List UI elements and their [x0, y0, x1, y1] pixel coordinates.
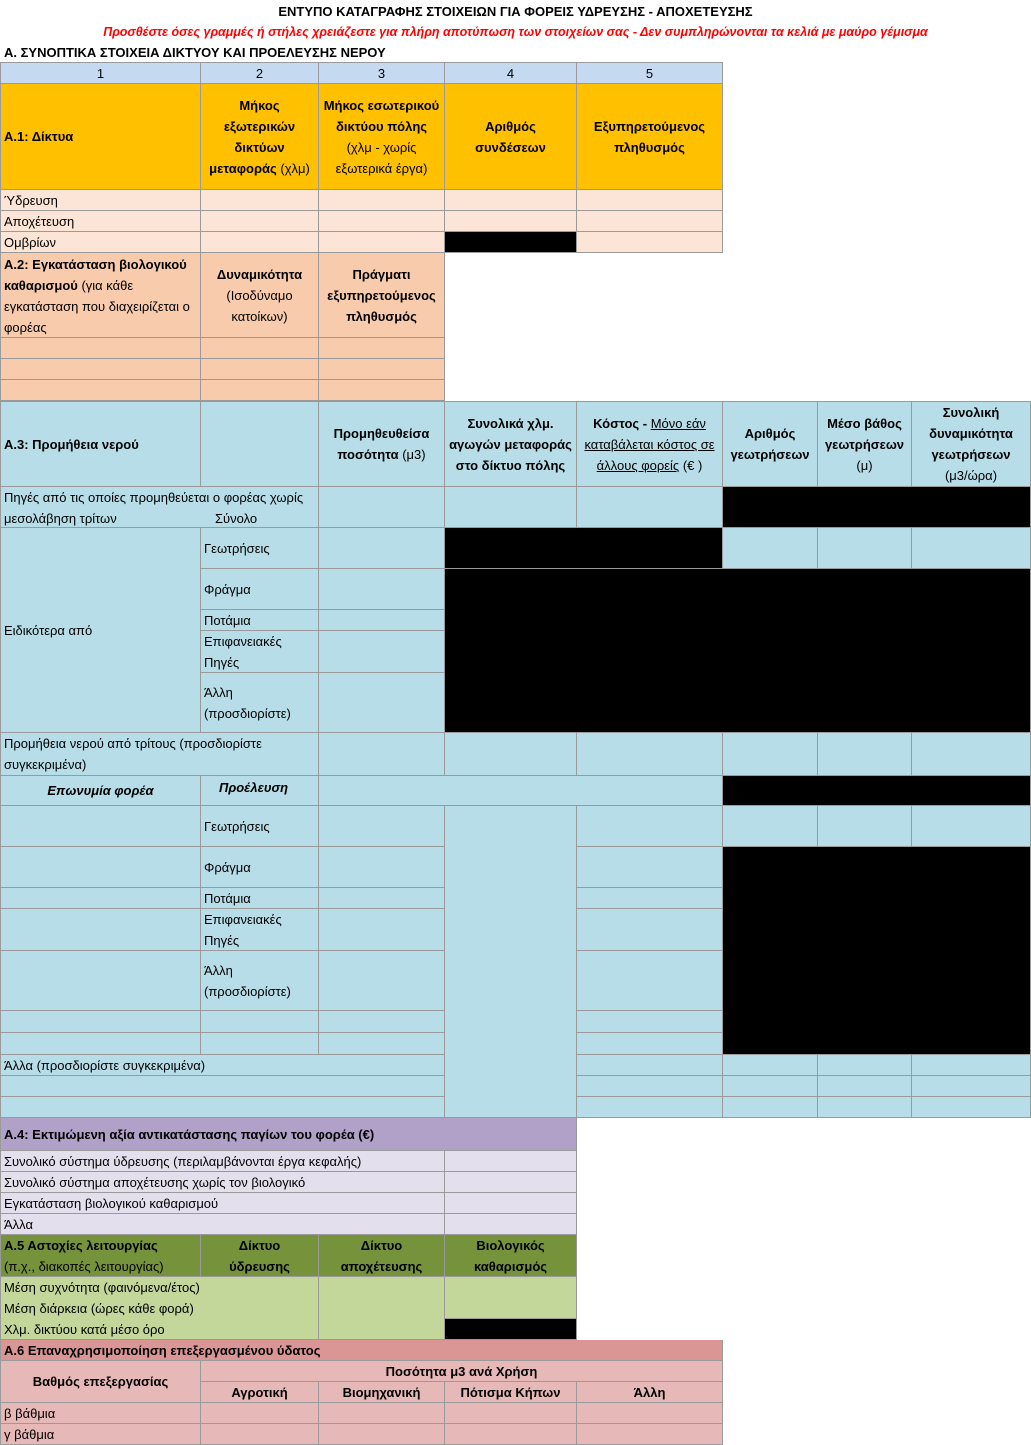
- a4-label: Α.4: Εκτιμώμενη αξία αντικατάστασης παγίων του φορέα (€): [0, 1118, 577, 1151]
- a1-col2-header: [201, 84, 319, 190]
- a3-input-cell[interactable]: [201, 1033, 319, 1055]
- a2-input-cell[interactable]: [0, 338, 201, 359]
- a4-row-label: Συνολικό σύστημα ύδρευσης (περιλαμβάνονται έργα κεφαλής): [0, 1151, 445, 1172]
- a3-input-cell[interactable]: [818, 528, 912, 569]
- a6-use-header: Βιομηχανική: [319, 1382, 445, 1403]
- a2-label-note: (για κάθε εγκατάσταση που διαχειρίζεται ο φορέας: [4, 278, 190, 335]
- a6-degree-header: Βαθμός επεξεργασίας: [0, 1361, 201, 1403]
- a2-input-cell[interactable]: [319, 338, 445, 359]
- a3-total-label: Σύνολο: [215, 511, 258, 526]
- black-filled-cell: [445, 569, 1031, 733]
- a3-col5-unit: (€ ): [679, 457, 703, 473]
- column-number-4: 4: [445, 62, 577, 84]
- a3-input-cell[interactable]: [577, 1033, 723, 1055]
- a3-input-cell[interactable]: [912, 528, 1031, 569]
- a3-input-cell[interactable]: [723, 733, 818, 776]
- a6-use-header: Άλλη: [577, 1382, 723, 1403]
- a3-input-cell[interactable]: [577, 909, 723, 951]
- a2-input-cell[interactable]: [0, 380, 201, 401]
- black-filled-cell: [445, 232, 577, 253]
- a1-row-label: Αποχέτευση: [0, 211, 201, 232]
- a3-input-cell[interactable]: [0, 888, 201, 909]
- a6-input-cell[interactable]: [445, 1403, 577, 1424]
- a5-col2-header: Δίκτυο ύδρευσης: [201, 1235, 319, 1277]
- instructions-note: Προσθέστε όσες γραμμές ή στήλες χρειάζεστε για πλήρη αποτύπωση των στοιχείων σας - Δεν συμπληρώνονται τα κελιά με μαύρο γέμισμα: [103, 25, 928, 39]
- a3-col8-unit: (μ3/ώρα): [944, 468, 998, 483]
- a3-input-cell[interactable]: [818, 1055, 912, 1076]
- a4-input-cell[interactable]: [445, 1172, 577, 1193]
- a4-input-cell[interactable]: [445, 1151, 577, 1172]
- a1-col3-unit: (χλμ - χωρίς εξωτερικά έργα): [335, 139, 428, 176]
- a3-input-cell[interactable]: [577, 1097, 723, 1118]
- a6-row-label: γ βάθμια: [0, 1424, 201, 1445]
- a3-input-cell[interactable]: [445, 733, 577, 776]
- form-title: ΕΝΤΥΠΟ ΚΑΤΑΓΡΑΦΗΣ ΣΤΟΙΧΕΙΩΝ ΓΙΑ ΦΟΡΕΙΣ ΥΔΡΕΥΣΗΣ - ΑΠΟΧΕΤΕΥΣΗΣ: [278, 4, 753, 19]
- black-filled-cell: [445, 1319, 577, 1340]
- a3-empty-header: [201, 401, 319, 487]
- column-number-3: 3: [319, 62, 445, 84]
- a2-col2-unit: (Ισοδύναμο κατοίκων): [226, 287, 293, 324]
- column-number-1: 1: [0, 62, 201, 84]
- a3-origin-header: Προέλευση: [201, 776, 319, 806]
- a3-source-label: Ποτάμια: [201, 610, 319, 631]
- a1-input-cell[interactable]: [319, 232, 445, 253]
- a3-input-cell[interactable]: [445, 487, 577, 528]
- a3-input-cell[interactable]: [723, 1055, 818, 1076]
- a3-col7-unit: (μ): [856, 457, 873, 473]
- a3-input-cell[interactable]: [319, 733, 445, 776]
- a3-other-label: Άλλα (προσδιορίστε συγκεκριμένα): [0, 1055, 445, 1076]
- a3-input-cell[interactable]: [319, 673, 445, 733]
- a3-input-cell[interactable]: [319, 610, 445, 631]
- a5-input-cell[interactable]: [445, 1277, 577, 1319]
- a3-col5-condition: Μόνο εάν καταβάλεται κόστος σε άλλους φορείς: [584, 415, 715, 473]
- a6-input-cell[interactable]: [319, 1403, 445, 1424]
- a3-merged-km-cell[interactable]: [445, 806, 577, 1118]
- a5-label-title: Α.5 Αστοχίες λειτουργίας: [4, 1238, 158, 1253]
- a1-col5-header: Εξυπηρετούμενος πληθυσμός: [577, 84, 723, 190]
- a1-input-cell[interactable]: [319, 211, 445, 232]
- a3-input-cell[interactable]: [577, 487, 723, 528]
- a3-input-cell[interactable]: [912, 1076, 1031, 1097]
- a2-label: [0, 253, 201, 338]
- a6-input-cell[interactable]: [201, 1403, 319, 1424]
- a3-input-cell[interactable]: [319, 909, 445, 951]
- a5-col4-header: Βιολογικός καθαρισμός: [445, 1235, 577, 1277]
- a3-col5-title: Κόστος -: [593, 415, 651, 431]
- a3-input-cell[interactable]: [319, 1033, 445, 1055]
- a6-label: Α.6 Επαναχρησιμοποίηση επεξεργασμένου ύδατος: [0, 1340, 723, 1361]
- black-filled-cell: [723, 847, 1031, 1055]
- black-filled-cell: [723, 776, 1031, 806]
- a4-row-label: Εγκατάσταση βιολογικού καθαρισμού: [0, 1193, 445, 1214]
- a3-input-cell[interactable]: [723, 1097, 818, 1118]
- a6-input-cell[interactable]: [577, 1424, 723, 1445]
- a6-input-cell[interactable]: [201, 1424, 319, 1445]
- a3-input-cell[interactable]: [0, 847, 201, 888]
- a3-own-sources-label: Πηγές από τις οποίες προμηθεύεται ο φορέας χωρίς μεσολάβηση τρίτων: [4, 490, 304, 526]
- a3-source-label: Φράγμα: [201, 569, 319, 610]
- a3-input-cell[interactable]: [319, 888, 445, 909]
- a1-col3-title: Μήκος εσωτερικού δικτύου πόλης: [323, 97, 440, 134]
- column-number-2: 2: [201, 62, 319, 84]
- a1-input-cell[interactable]: [577, 232, 723, 253]
- a3-source-label: Ποτάμια: [201, 888, 319, 909]
- a3-input-cell[interactable]: [912, 1055, 1031, 1076]
- a6-input-cell[interactable]: [577, 1403, 723, 1424]
- a1-col2-unit: (χλμ): [276, 160, 310, 176]
- a3-input-cell[interactable]: [577, 847, 723, 888]
- a4-row-label: Συνολικό σύστημα αποχέτευσης χωρίς τον βιολογικό: [0, 1172, 445, 1193]
- a5-col3-header: Δίκτυο αποχέτευσης: [319, 1235, 445, 1277]
- a2-input-cell[interactable]: [0, 359, 201, 380]
- a3-source-label: Επιφανειακές Πηγές: [201, 909, 319, 951]
- a3-input-cell[interactable]: [319, 631, 445, 673]
- a2-input-cell[interactable]: [319, 380, 445, 401]
- a3-input-cell[interactable]: [319, 776, 723, 806]
- a3-source-label: Γεωτρήσεις: [201, 806, 319, 847]
- a3-input-cell[interactable]: [319, 528, 445, 569]
- a3-input-cell[interactable]: [577, 888, 723, 909]
- a3-specifically-label: Ειδικότερα από: [0, 528, 201, 733]
- a1-input-cell[interactable]: [319, 190, 445, 211]
- a3-input-cell[interactable]: [818, 1076, 912, 1097]
- a3-input-cell[interactable]: [319, 847, 445, 888]
- a3-input-cell[interactable]: [319, 806, 445, 847]
- a3-input-cell[interactable]: [577, 806, 723, 847]
- a5-row-label: Χλμ. δικτύου κατά μέσο όρο: [0, 1319, 319, 1340]
- a3-col4-header: Συνολικά χλμ. αγωγών μεταφοράς στο δίκτυο πόλης: [445, 401, 577, 487]
- a3-input-cell[interactable]: [0, 1011, 201, 1033]
- a1-input-cell[interactable]: [201, 232, 319, 253]
- black-filled-cell: [445, 528, 723, 569]
- a3-input-cell[interactable]: [818, 806, 912, 847]
- a3-input-cell[interactable]: [319, 951, 445, 1011]
- a3-source-label: Επιφανειακές Πηγές: [201, 631, 319, 673]
- a1-col4-header: Αριθμός συνδέσεων: [445, 84, 577, 190]
- a3-own-sources-row: [0, 487, 319, 528]
- a6-quantity-header: Ποσότητα μ3 ανά Χρήση: [201, 1361, 723, 1382]
- a4-input-cell[interactable]: [445, 1193, 577, 1214]
- black-filled-cell: [723, 487, 1031, 528]
- a2-col2-header: [201, 253, 319, 338]
- a4-input-cell[interactable]: [445, 1214, 577, 1235]
- a3-input-cell[interactable]: [912, 806, 1031, 847]
- a3-input-cell[interactable]: [577, 951, 723, 1011]
- a3-source-label: Φράγμα: [201, 847, 319, 888]
- a3-third-party-label: Προμήθεια νερού από τρίτους (προσδιορίστε συγκεκριμένα): [0, 733, 319, 776]
- a1-input-cell[interactable]: [577, 190, 723, 211]
- a5-label: [0, 1235, 201, 1277]
- a3-input-cell[interactable]: [723, 528, 818, 569]
- a2-input-cell[interactable]: [201, 338, 319, 359]
- a6-use-header: Πότισμα Κήπων: [445, 1382, 577, 1403]
- a3-input-cell[interactable]: [319, 1011, 445, 1033]
- a6-row-label: β βάθμια: [0, 1403, 201, 1424]
- a6-input-cell[interactable]: [445, 1424, 577, 1445]
- a3-input-cell[interactable]: [0, 806, 201, 847]
- a6-input-cell[interactable]: [319, 1424, 445, 1445]
- a3-col5-header: [577, 401, 723, 487]
- a3-col8-title: Συνολική δυναμικότητα γεωτρήσεων: [929, 405, 1013, 462]
- a1-col3-header: [319, 84, 445, 190]
- a3-input-cell[interactable]: [0, 909, 201, 951]
- a2-input-cell[interactable]: [319, 359, 445, 380]
- a3-input-cell[interactable]: [0, 1033, 201, 1055]
- a5-label-note: (π.χ., διακοπές λειτουργίας): [4, 1259, 164, 1274]
- a3-source-label: Άλλη (προσδιορίστε): [201, 673, 319, 733]
- a5-input-cell[interactable]: [319, 1277, 445, 1340]
- a1-col2-title: Μήκος εξωτερικών δικτύων μεταφοράς: [209, 97, 296, 176]
- a3-input-cell[interactable]: [723, 806, 818, 847]
- a3-input-cell[interactable]: [577, 1076, 723, 1097]
- a3-input-cell[interactable]: [319, 487, 445, 528]
- a3-input-cell[interactable]: [319, 569, 445, 610]
- a3-label: Α.3: Προμήθεια νερού: [0, 401, 201, 487]
- a3-col7-title: Μέσο βάθος γεωτρήσεων: [824, 415, 905, 452]
- a3-col6-header: Αριθμός γεωτρήσεων: [723, 401, 818, 487]
- a3-col3-unit: (μ3): [398, 447, 426, 462]
- a1-row-label: Ομβρίων: [0, 232, 201, 253]
- a3-input-cell[interactable]: [0, 1097, 445, 1118]
- a5-row-label: Μέση συχνότητα (φαινόμενα/έτος): [0, 1277, 319, 1298]
- a3-input-cell[interactable]: [912, 1097, 1031, 1118]
- column-number-5: 5: [577, 62, 723, 84]
- a3-operator-name-header: Επωνυμία φορέα: [0, 776, 201, 806]
- a2-col2-title: Δυναμικότητα: [216, 266, 303, 282]
- a6-use-header: Αγροτική: [201, 1382, 319, 1403]
- a3-input-cell[interactable]: [577, 733, 723, 776]
- a3-input-cell[interactable]: [201, 1011, 319, 1033]
- a3-source-label: Γεωτρήσεις: [201, 528, 319, 569]
- a3-input-cell[interactable]: [577, 1011, 723, 1033]
- a3-col8-header: [912, 401, 1031, 487]
- a5-row-label: Μέση διάρκεια (ώρες κάθε φορά): [0, 1298, 319, 1319]
- a3-input-cell[interactable]: [912, 733, 1031, 776]
- a3-input-cell[interactable]: [0, 951, 201, 1011]
- a1-row-label: Ύδρευση: [0, 190, 201, 211]
- a3-input-cell[interactable]: [818, 1097, 912, 1118]
- a3-input-cell[interactable]: [0, 1076, 445, 1097]
- a1-label: Α.1: Δίκτυα: [0, 84, 201, 190]
- a1-input-cell[interactable]: [445, 211, 577, 232]
- a3-col7-header: [818, 401, 912, 487]
- a2-input-cell[interactable]: [201, 359, 319, 380]
- a4-row-label: Άλλα: [0, 1214, 445, 1235]
- a3-input-cell[interactable]: [723, 1076, 818, 1097]
- a1-input-cell[interactable]: [445, 190, 577, 211]
- a2-label-title: Α.2: Εγκατάσταση βιολογικού καθαρισμού: [4, 257, 187, 293]
- a3-col3-header: [319, 401, 445, 487]
- a2-col3-header: Πράγματι εξυπηρετούμενος πληθυσμός: [319, 253, 445, 338]
- a3-col3-title: Προμηθευθείσα ποσότητα: [333, 426, 430, 462]
- section-a-heading: Α. ΣΥΝΟΠΤΙΚΑ ΣΤΟΙΧΕΙΑ ΔΙΚΤΥΟΥ ΚΑΙ ΠΡΟΕΛΕΥΣΗΣ ΝΕΡΟΥ: [4, 45, 386, 60]
- a3-source-label: Άλλη (προσδιορίστε): [201, 951, 319, 1011]
- a3-input-cell[interactable]: [818, 733, 912, 776]
- a3-input-cell[interactable]: [577, 1055, 723, 1076]
- a1-input-cell[interactable]: [577, 211, 723, 232]
- a1-input-cell[interactable]: [201, 190, 319, 211]
- a1-input-cell[interactable]: [201, 211, 319, 232]
- a2-input-cell[interactable]: [201, 380, 319, 401]
